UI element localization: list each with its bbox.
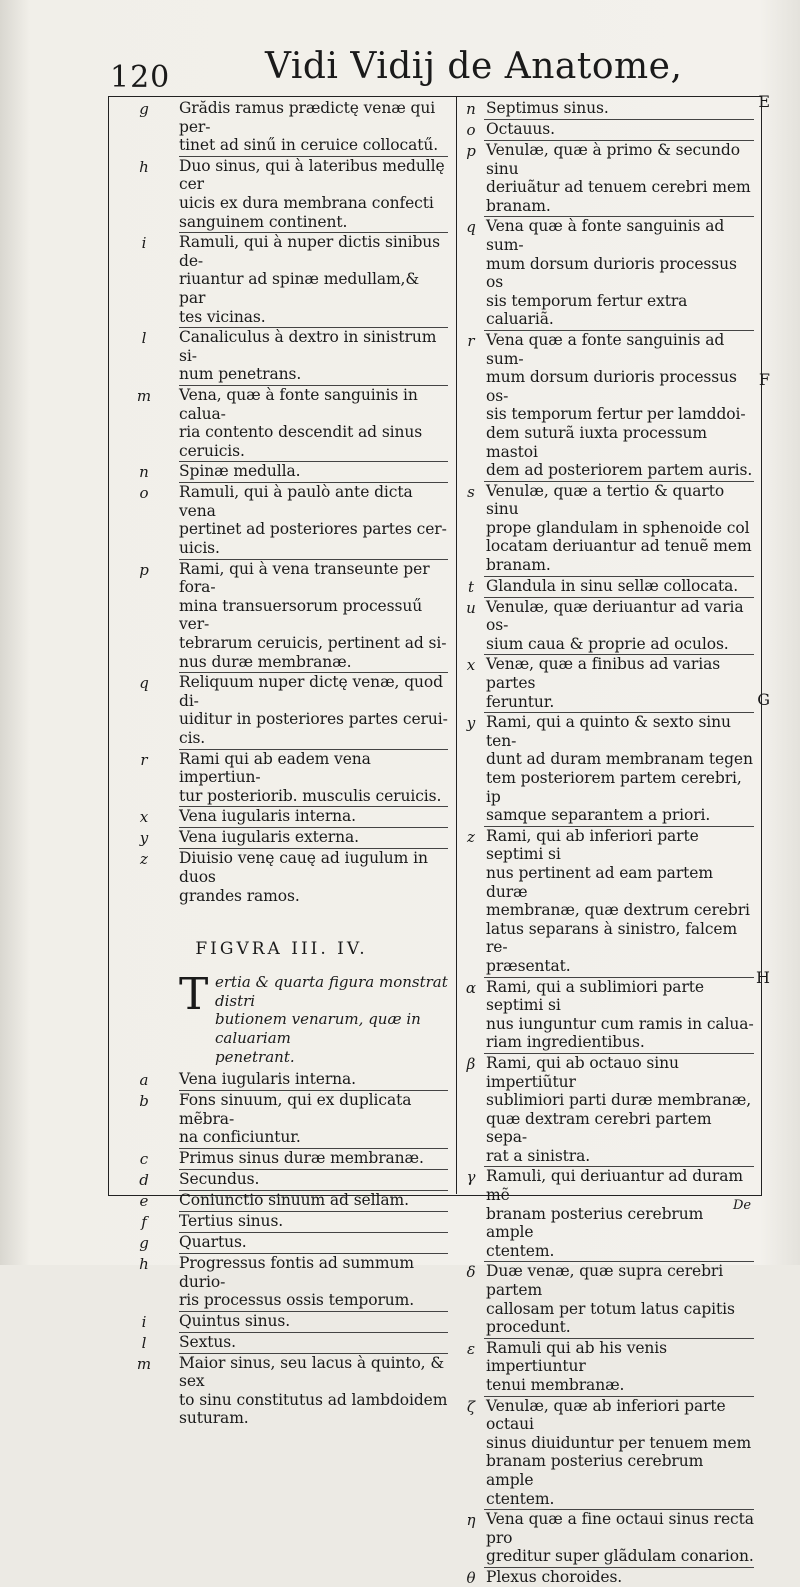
entry-text: Rami, qui à vena transeunte per fora- mina transuersorum processuű ver- tebrarum ceruicis, pertinent ad si- nus duræ membranæ. xyxy=(179,559,447,671)
intro-text: ertia & quarta figura monstrat distri butionem venarum, quæ in caluariam penetrant. xyxy=(215,973,448,1066)
legend-entry xyxy=(462,141,754,215)
legend-entry xyxy=(115,1233,448,1252)
entry-text: Septimus sinus. xyxy=(486,99,609,117)
entry-text: Duo sinus, qui à lateribus medullę cer uicis ex dura membrana confecti sanguinem continent. xyxy=(179,156,445,231)
figure-heading: FIGVRA III. IV. xyxy=(195,939,368,960)
entry-text: Vena, quæ à fonte sanguinis in calua- ria contento descendit ad sinus ceruicis. xyxy=(179,385,423,460)
entry-key: η xyxy=(466,1511,476,1530)
entry-text: Quintus sinus. xyxy=(179,1311,291,1330)
legend-entry xyxy=(115,462,448,481)
legend-entry xyxy=(115,1191,448,1210)
entry-key: l xyxy=(141,1333,147,1352)
entry-text: Sextus. xyxy=(179,1332,236,1351)
margin-letter-g: G xyxy=(757,690,770,709)
column-divider xyxy=(456,96,457,1194)
entry-text: Rami, qui ab octauo sinu impertiũtur sublimiori parti duræ membranæ, quæ dextram cerebri partem sepa- rat a sinistra. xyxy=(486,1053,752,1165)
entry-text: Vena iugularis interna. xyxy=(179,807,356,826)
legend-entry xyxy=(462,713,754,825)
entry-text: Venulæ, quæ ab inferiori parte octaui sinus diuiduntur per tenuem mem branam posterius cerebrum ample ctentem. xyxy=(486,1396,752,1508)
legend-entry xyxy=(115,99,448,155)
entry-key: m xyxy=(136,386,152,405)
margin-letter-f: F xyxy=(758,370,770,389)
legend-entry xyxy=(115,1091,448,1147)
entry-key: g xyxy=(139,1233,149,1252)
entry-key: f xyxy=(141,1212,147,1231)
entry-text: Coniunctio sinuum ad sellam. xyxy=(179,1190,409,1209)
right-column xyxy=(462,99,754,1587)
entry-text: Primus sinus duræ membranæ. xyxy=(179,1148,424,1167)
entry-key: ε xyxy=(466,1339,476,1358)
legend-entry xyxy=(115,483,448,557)
page-number: 120 xyxy=(110,60,171,95)
entry-key: α xyxy=(465,978,477,997)
legend-entry xyxy=(115,1254,448,1310)
entry-text: Vena quæ a fine octaui sinus recta pro greditur super glãdulam conarion. xyxy=(486,1510,754,1566)
entry-text: Rami, qui ab inferiori parte septimi si nus pertinent ad eam partem duræ membranæ, quæ dextrum cerebri latus separans à sinistro, falcem re- præsentat. xyxy=(486,826,750,975)
entry-key: n xyxy=(139,463,149,482)
entry-text: Canaliculus à dextro in sinistrum si- num penetrans. xyxy=(179,328,437,384)
running-header xyxy=(110,46,750,96)
catchword: De xyxy=(733,1198,752,1213)
legend-entry xyxy=(462,1167,754,1260)
entry-key: s xyxy=(467,482,475,501)
entry-key: o xyxy=(466,121,476,139)
legend-entry xyxy=(462,598,754,654)
entry-key: r xyxy=(467,331,475,350)
entry-text: Glandula in sinu sellæ collocata. xyxy=(486,576,739,595)
entry-key: e xyxy=(139,1191,149,1210)
entry-key: z xyxy=(467,827,475,846)
entry-key: c xyxy=(139,1149,149,1168)
legend-entry xyxy=(115,386,448,460)
entry-key: h xyxy=(139,157,149,176)
legend-entry xyxy=(115,328,448,384)
entry-key: a xyxy=(139,1071,149,1090)
entry-text: Venulæ, quæ à primo & secundo sinu deriuãtur ad tenuem cerebri mem branam. xyxy=(486,141,751,215)
legend-entry xyxy=(115,828,448,847)
legend-entry xyxy=(115,1312,448,1331)
legend-entry xyxy=(115,157,448,231)
entry-text: Ramuli qui ab his venis impertiuntur tenui membranæ. xyxy=(486,1338,668,1394)
legend-entry xyxy=(462,655,754,711)
entry-key: x xyxy=(139,808,149,827)
entry-key: r xyxy=(140,750,148,769)
legend-entry xyxy=(115,560,448,672)
left-entries-bottom xyxy=(115,1070,448,1428)
legend-entry xyxy=(462,331,754,480)
entry-text: Vena quæ à fonte sanguinis ad sum- mum dorsum durioris processus os sis temporum fertur extra caluariã. xyxy=(486,217,737,329)
entry-key: q xyxy=(139,674,149,693)
entry-text: Fons sinuum, qui ex duplicata mẽbra- na conficiuntur. xyxy=(179,1091,412,1147)
legend-entry xyxy=(115,673,448,747)
entry-key: y xyxy=(139,829,149,848)
entry-key: γ xyxy=(466,1168,476,1187)
entry-text: Progressus fontis ad summum durio- ris processus ossis temporum. xyxy=(179,1253,415,1310)
entry-text: Tertius sinus. xyxy=(179,1211,284,1230)
legend-entry xyxy=(115,1070,448,1089)
legend-entry xyxy=(462,1054,754,1166)
legend-entry xyxy=(462,978,754,1052)
entry-text: Vena iugularis interna. xyxy=(179,1070,356,1089)
legend-entry xyxy=(462,1339,754,1395)
entry-text: Reliquum nuper dictę venæ, quod di- uiditur in posteriores partes cerui- cis. xyxy=(179,673,448,747)
entry-key: b xyxy=(139,1092,149,1111)
entry-text: Vena quæ a fonte sanguinis ad sum- mum dorsum durioris processus os- sis temporum fertur per lamddoi- dem suturã iuxta processum mastoi dem ad posteriorem partem auris. xyxy=(486,330,753,480)
entry-key: ζ xyxy=(466,1397,476,1416)
legend-entry xyxy=(462,827,754,976)
entry-text: Ramuli, qui à nuper dictis sinibus de- riuantur ad spinæ medullam,& par tes vicinas. xyxy=(179,233,441,326)
legend-entry xyxy=(462,99,754,118)
entry-key: x xyxy=(466,656,476,675)
entry-text: Venulæ, quæ deriuantur ad varia os- sium caua & proprie ad oculos. xyxy=(486,597,744,653)
entry-text: Quartus. xyxy=(179,1232,247,1251)
figure-intro xyxy=(115,969,448,1066)
entry-key: δ xyxy=(466,1263,476,1282)
entry-text: Secundus. xyxy=(179,1169,260,1188)
entry-text: Duæ venæ, quæ supra cerebri partem callosam per totum latus capitis procedunt. xyxy=(486,1262,735,1337)
entry-text: Spinæ medulla. xyxy=(179,462,301,481)
legend-entry xyxy=(462,1568,754,1587)
entry-key: p xyxy=(466,142,476,160)
right-entries xyxy=(462,99,754,1587)
legend-entry xyxy=(115,849,448,905)
entry-text: Grădis ramus prædictę venæ qui per- tinet ad sinű in ceruice collocatű. xyxy=(179,99,439,155)
margin-letter-h: H xyxy=(756,968,770,987)
entry-text: Rami qui ab eadem vena impertiun- tur posteriorib. musculis ceruicis. xyxy=(179,749,442,805)
entry-text: Ramuli, qui deriuantur ad duram mẽ branam posterius cerebrum ample ctentem. xyxy=(486,1167,743,1260)
entry-text: Vena iugularis externa. xyxy=(179,828,359,847)
entry-key: o xyxy=(139,484,149,503)
entry-key: z xyxy=(140,850,148,869)
entry-key: l xyxy=(141,329,147,348)
legend-entry xyxy=(462,217,754,329)
legend-entry xyxy=(115,1170,448,1189)
entry-key: d xyxy=(139,1170,149,1189)
running-title: Vidi Vidij de Anatome, xyxy=(265,46,683,87)
entry-key: u xyxy=(466,598,476,617)
entry-key: i xyxy=(141,1312,147,1331)
entry-key: θ xyxy=(466,1568,476,1587)
legend-entry xyxy=(115,807,448,826)
entry-key: q xyxy=(466,218,476,237)
entry-key: y xyxy=(466,714,476,733)
entry-key: h xyxy=(139,1254,149,1273)
legend-entry xyxy=(115,1333,448,1352)
entry-text: Venæ, quæ a finibus ad varias partes feruntur. xyxy=(486,655,721,711)
entry-text: Rami, qui a quinto & sexto sinu ten- dunt ad duram membranam tegen tem posteriorem partem cerebri, ip samque separantem a priori. xyxy=(486,713,753,825)
legend-entry xyxy=(462,1397,754,1509)
entry-key: p xyxy=(139,560,149,579)
margin-letter-e: E xyxy=(758,92,770,111)
left-entries-top xyxy=(115,99,448,905)
entry-text: Plexus choroides. xyxy=(486,1567,623,1586)
legend-entry xyxy=(462,482,754,575)
legend-entry xyxy=(115,1354,448,1428)
left-column xyxy=(115,99,448,1428)
legend-entry xyxy=(115,1212,448,1231)
legend-entry xyxy=(115,1149,448,1168)
entry-text: Rami, qui a sublimiori parte septimi si nus iunguntur cum ramis in calua- riam ingredientibus. xyxy=(486,977,754,1052)
entry-key: t xyxy=(467,577,475,596)
legend-entry xyxy=(115,750,448,806)
entry-key: m xyxy=(136,1354,152,1373)
entry-text: Octauus. xyxy=(486,120,555,138)
legend-entry xyxy=(462,120,754,139)
entry-key: β xyxy=(466,1054,476,1073)
entry-key: n xyxy=(466,100,476,118)
entry-text: Ramuli, qui à paulò ante dicta vena pertinet ad posteriores partes cer- uicis. xyxy=(179,483,447,558)
entry-key: i xyxy=(141,234,147,253)
entry-key: g xyxy=(139,100,149,118)
legend-entry xyxy=(462,1510,754,1566)
entry-text: Venulæ, quæ a tertio & quarto sinu prope glandulam in sphenoide col locatam deriuantur ad tenuẽ mem branam. xyxy=(486,481,752,575)
legend-entry xyxy=(115,233,448,326)
legend-entry xyxy=(462,577,754,596)
drop-cap: T xyxy=(179,969,209,1021)
entry-text: Diuisio venę cauę ad iugulum in duos grandes ramos. xyxy=(179,849,428,905)
legend-entry xyxy=(462,1262,754,1336)
entry-text: Maior sinus, seu lacus à quinto, & sex to sinu constitutus ad lambdoidem suturam. xyxy=(179,1353,448,1428)
